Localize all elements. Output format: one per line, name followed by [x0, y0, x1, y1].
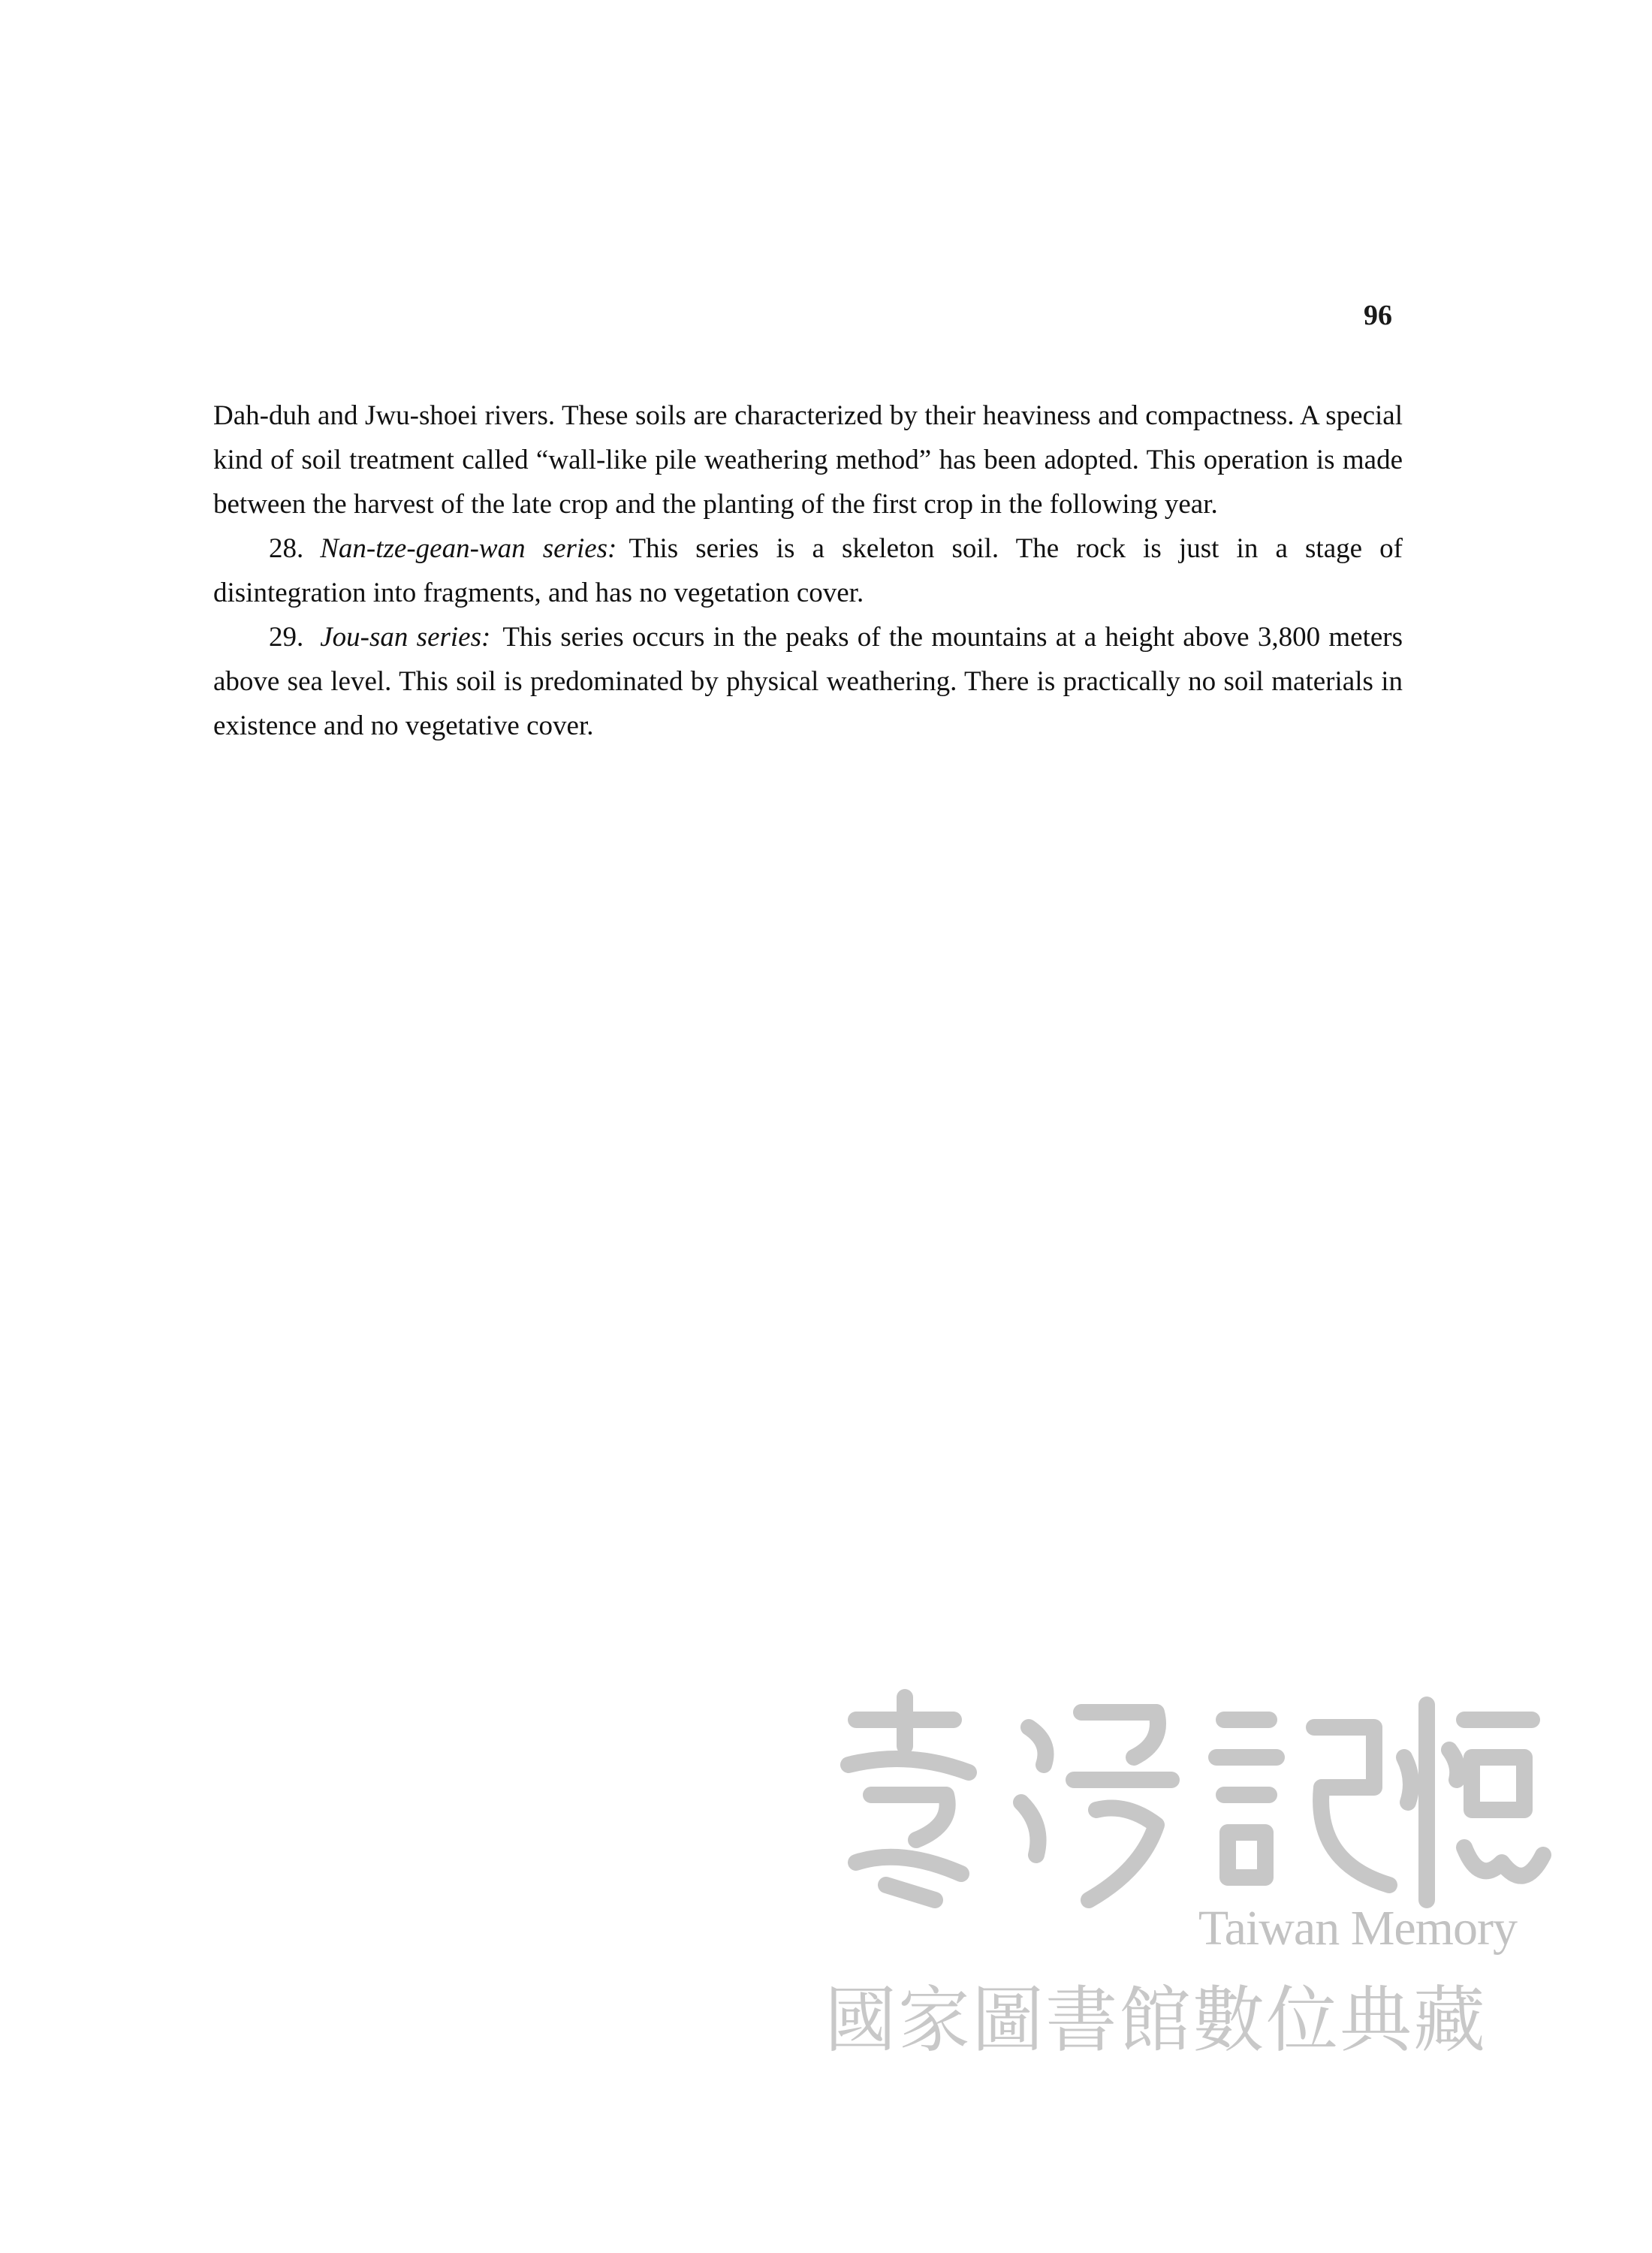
taiwan-memory-watermark — [803, 1675, 1554, 2080]
calligraphy-glyph — [1404, 1705, 1543, 1900]
series-name: Jou-san series: — [320, 622, 491, 653]
series-name: Nan-tze-gean-wan series: — [320, 533, 617, 564]
page-number: 96 — [1364, 300, 1392, 331]
paragraph-text: This series is a skeleton soil. The rock is just in a stage of disintegration into fragments, and has no vegetation cover. — [213, 533, 1403, 608]
calligraphy-glyph — [849, 1697, 969, 1900]
paragraph-series-29 — [213, 615, 1403, 748]
paragraph-series-28 — [213, 526, 1403, 615]
series-number: 29. — [269, 622, 304, 653]
paragraph-text: This series occurs in the peaks of the mountains at a height above 3,800 meters above sea level. This soil is predominated by physical weathering. There is practically no soil materials in existence and no vegetative cover. — [213, 622, 1403, 741]
series-number: 28. — [269, 533, 304, 564]
body-text — [213, 394, 1403, 748]
paragraph-text: Dah-duh and Jwu-shoei rivers. These soils are characterized by their heaviness and compactness. A special kind of soil treatment called “wall-like pile weathering method” has been adopted. This operation is made between the harvest of the late crop and the planting of the first crop in the following year. — [213, 400, 1403, 520]
watermark-chinese: 國家圖書館數位典藏 — [824, 1978, 1487, 2062]
paragraph-continuation — [213, 394, 1403, 526]
calligraphy-glyph — [1216, 1720, 1389, 1885]
watermark-english: Taiwan Memory — [1198, 1901, 1517, 1956]
calligraphy-logo — [803, 1675, 1554, 1923]
calligraphy-glyph — [1021, 1712, 1171, 1900]
